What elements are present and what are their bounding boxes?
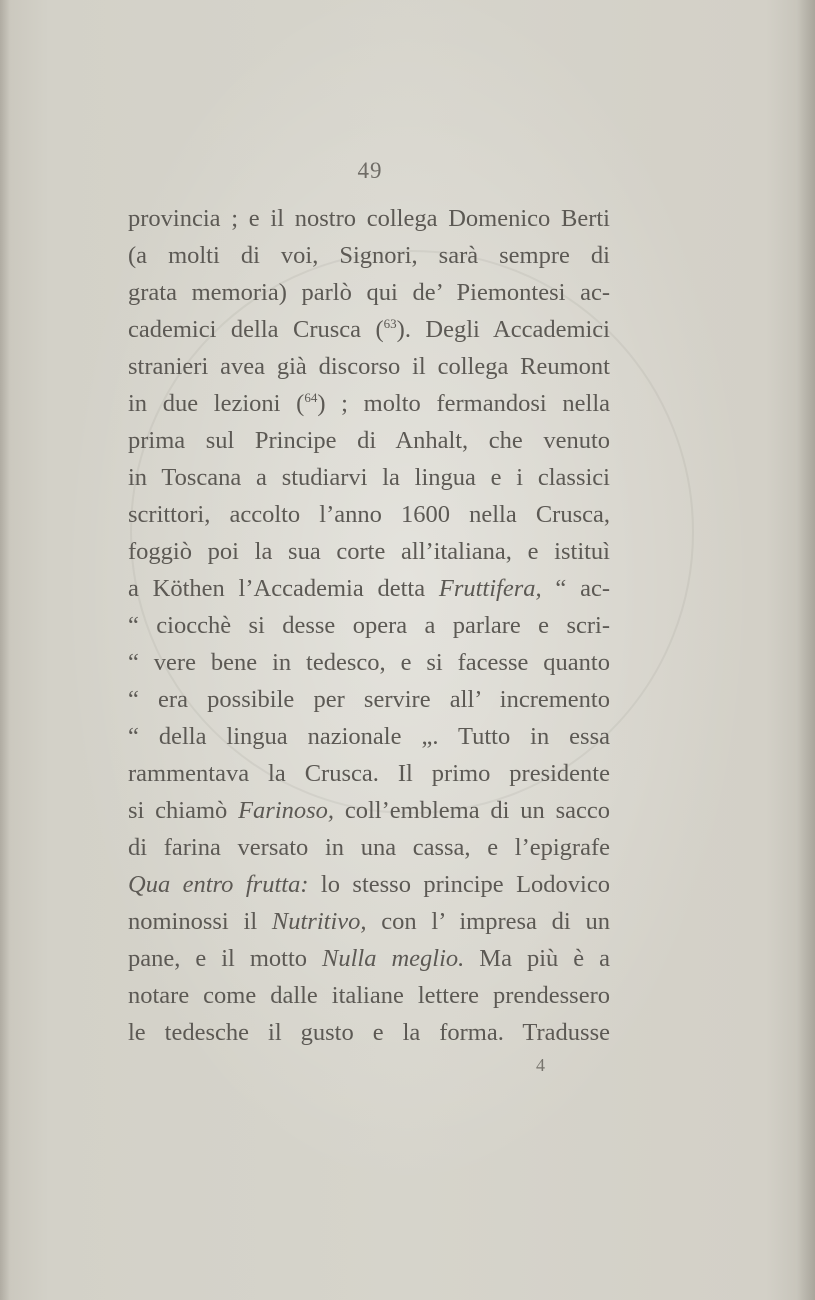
footnote-ref-63[interactable]: 63	[383, 316, 397, 331]
text-line: scrittori, accolto l’anno 1600 nella Crusca,	[128, 501, 610, 528]
text-line: “ ciocchè si desse opera a parlare e scri-	[128, 612, 610, 639]
text-line: stranieri avea già discorso il collega Reumont	[128, 353, 610, 380]
footnote-ref-64[interactable]: 64	[304, 390, 318, 405]
text-line: nominossi il Nutritivo, con l’ impresa di un	[128, 908, 610, 935]
text-line: le tedesche il gusto e la forma. Tradusse	[128, 1019, 610, 1046]
italic-term: Fruttifera,	[438, 575, 542, 602]
italic-term: Nutritivo,	[271, 908, 367, 935]
page-edge-shadow-left	[0, 0, 10, 1300]
text-line: a Köthen l’Accademia detta Fruttifera, “ ac-	[128, 575, 610, 602]
page-edge-shadow-right	[797, 0, 815, 1300]
text-line: grata memoria) parlò qui de’ Piemontesi ac-	[128, 279, 610, 306]
text-line: Qua entro frutta: lo stesso principe Lodovico	[128, 871, 610, 898]
printer-signature-mark: 4	[536, 1055, 545, 1075]
body-text	[128, 200, 610, 1051]
text-line: foggiò poi la sua corte all’italiana, e istituì	[128, 538, 610, 565]
page-number: 49	[357, 158, 383, 183]
text-line: (a molti di voi, Signori, sarà sempre di	[128, 242, 610, 269]
text-line: prima sul Principe di Anhalt, che venuto	[128, 427, 610, 454]
italic-term: Farinoso,	[238, 797, 335, 824]
text-line: “ era possibile per servire all’ incremento	[128, 686, 610, 713]
text-line: cademici della Crusca ($^{63}$). Degli Accademici	[128, 316, 610, 343]
text-line: “ della lingua nazionale „. Tutto in essa	[128, 723, 610, 750]
italic-term: Qua entro frutta:	[128, 871, 309, 898]
text-line: provincia ; e il nostro collega Domenico Berti	[128, 205, 610, 232]
text-line: si chiamò Farinoso, coll’emblema di un sacco	[128, 797, 610, 824]
text-line: pane, e il motto Nulla meglio. Ma più è a	[128, 945, 610, 972]
text-line: “ vere bene in tedesco, e si facesse quanto	[128, 649, 610, 676]
text-line: notare come dalle italiane lettere prendessero	[128, 982, 610, 1009]
text-line: in due lezioni ($^{64}$) ; molto fermandosi nella	[128, 390, 610, 417]
text-line: rammentava la Crusca. Il primo presidente	[128, 760, 610, 787]
text-line: in Toscana a studiarvi la lingua e i classici	[128, 464, 610, 491]
text-line: di farina versato in una cassa, e l’epigrafe	[128, 834, 610, 861]
italic-term: Nulla meglio.	[322, 945, 465, 972]
